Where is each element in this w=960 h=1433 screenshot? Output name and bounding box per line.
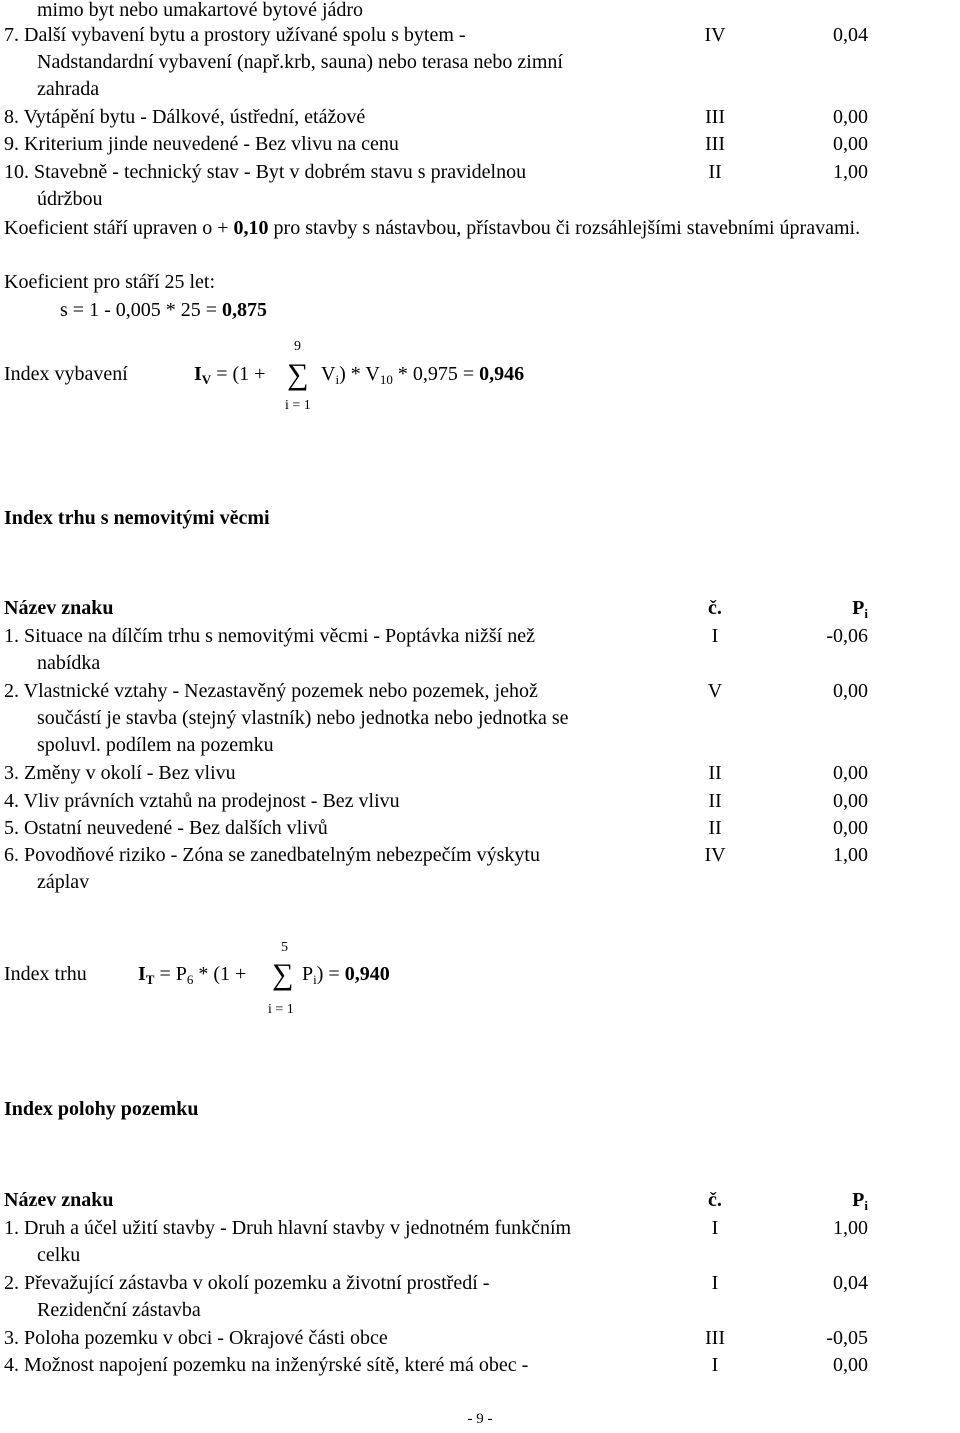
- row-class: II: [708, 161, 722, 183]
- row-text-line: 4. Vliv právních vztahů na prodejnost - Bez vlivu: [4, 790, 400, 812]
- row-text-line: Nadstandardní vybavení (např.krb, sauna) nebo terasa nebo zimní: [37, 51, 563, 73]
- age-coef-formula: s = 1 - 0,005 * 25 = 0,875: [60, 299, 268, 321]
- market-heading: Index trhu s nemovitými věcmi: [4, 507, 270, 529]
- row-text-line: nabídka: [37, 652, 101, 674]
- row-class: II: [708, 790, 722, 812]
- page-number: - 9 -: [467, 1411, 493, 1427]
- row-text-line: 2. Vlastnické vztahy - Nezastavěný pozemek nebo pozemek, jehož: [4, 680, 538, 702]
- row-value: 1,00: [833, 161, 868, 183]
- column-header-name: Název znaku: [4, 597, 114, 619]
- sigma-upper: 9: [294, 339, 301, 354]
- row-text-line: záplav: [37, 871, 90, 893]
- sigma-symbol: ∑: [272, 958, 294, 991]
- row-text-line: 3. Změny v okolí - Bez vlivu: [4, 762, 236, 784]
- row-text-line: celku: [37, 1244, 81, 1266]
- sigma-lower: i = 1: [285, 398, 311, 413]
- index-trhu-label: Index trhu: [4, 963, 87, 985]
- row-value: 0,00: [833, 133, 868, 155]
- column-header-p: $P_i$: [852, 1189, 868, 1213]
- row-value: 0,04: [833, 24, 868, 46]
- row-text-line: 1. Druh a účel užití stavby - Druh hlavní stavby v jednotném funkčním: [4, 1217, 572, 1239]
- index-trhu-result: 0,940: [344, 963, 390, 985]
- top-fragment: mimo byt nebo umakartové bytové jádro: [37, 0, 364, 21]
- row-class: IV: [704, 24, 726, 46]
- sigma-upper: 5: [281, 940, 288, 955]
- row-class: I: [711, 625, 719, 647]
- row-text-line: spoluvl. podílem na pozemku: [37, 734, 274, 756]
- row-text-line: 5. Ostatní neuvedené - Bez dalších vlivů: [4, 817, 328, 839]
- row-text-line: 1. Situace na dílčím trhu s nemovitými věcmi - Poptávka nižší než: [4, 625, 535, 647]
- row-value: 0,00: [833, 790, 868, 812]
- row-text-line: zahrada: [37, 78, 100, 100]
- index-vybaveni-result: 0,946: [479, 363, 525, 385]
- row-text-line: Rezidenční zástavba: [37, 1299, 201, 1321]
- age-coef-result: 0,875: [222, 299, 268, 321]
- row-text-line: 10. Stavebně - technický stav - Byt v dobrém stavu s pravidelnou: [4, 161, 527, 183]
- row-class: I: [711, 1272, 719, 1294]
- row-text-line: součástí je stavba (stejný vlastník) nebo jednotka nebo jednotka se: [37, 707, 569, 729]
- row-value: 0,04: [833, 1272, 868, 1294]
- row-value: -0,05: [826, 1327, 868, 1349]
- row-value: 1,00: [833, 1217, 868, 1239]
- row-class: IV: [704, 844, 726, 866]
- age-coef-label: Koeficient pro stáří 25 let:: [4, 271, 216, 293]
- row-class: III: [705, 106, 725, 128]
- index-trhu-expression: $I_T = P_6 * (1$ +: [138, 963, 247, 987]
- column-header-no: č.: [708, 597, 722, 619]
- index-vybaveni-expression-rest: $V_i) * V_{10} * 0,975 = 0,946$: [321, 363, 525, 387]
- row-text-line: 9. Kriterium jinde neuvedené - Bez vlivu na cenu: [4, 133, 399, 155]
- row-value: 0,00: [833, 817, 868, 839]
- column-header-p: $P_i$: [852, 597, 868, 621]
- column-header-name: Název znaku: [4, 1189, 114, 1211]
- index-vybaveni-label: Index vybavení: [4, 363, 128, 385]
- row-value: 0,00: [833, 106, 868, 128]
- location-heading: Index polohy pozemku: [4, 1098, 199, 1120]
- row-text-line: 8. Vytápění bytu - Dálkové, ústřední, etážové: [4, 106, 366, 128]
- row-value: -0,06: [826, 625, 868, 647]
- row-text-line: 7. Další vybavení bytu a prostory užívané spolu s bytem -: [4, 24, 466, 46]
- age-note-value: 0,10: [233, 217, 269, 239]
- sigma-symbol: ∑: [287, 358, 309, 391]
- row-value: 0,00: [833, 1354, 868, 1376]
- sigma-lower: i = 1: [268, 1002, 294, 1017]
- row-class: II: [708, 762, 722, 784]
- row-value: 0,00: [833, 762, 868, 784]
- row-class: II: [708, 817, 722, 839]
- index-vybaveni-expression: $I_V = (1$ +: [194, 363, 266, 387]
- row-value: 0,00: [833, 680, 868, 702]
- row-text-line: 4. Možnost napojení pozemku na inženýrské sítě, které má obec -: [4, 1354, 529, 1376]
- index-trhu-expression-rest: $P_i) = 0,940$: [302, 963, 390, 987]
- row-class: I: [711, 1217, 719, 1239]
- row-text-line: 6. Povodňové riziko - Zóna se zanedbatelným nebezpečím výskytu: [4, 844, 540, 866]
- row-class: V: [707, 680, 723, 702]
- row-text-line: údržbou: [37, 188, 103, 210]
- row-class: I: [711, 1354, 719, 1376]
- row-text-line: 2. Převažující zástavba v okolí pozemku a životní prostředí -: [4, 1272, 490, 1294]
- age-note: Koeficient stáří upraven o + 0,10 pro stavby s nástavbou, přístavbou či rozsáhlejšími stavebními úpravami.: [4, 217, 861, 239]
- column-header-no: č.: [708, 1189, 722, 1211]
- row-value: 1,00: [833, 844, 868, 866]
- row-class: III: [705, 1327, 725, 1349]
- row-class: III: [705, 133, 725, 155]
- row-text-line: 3. Poloha pozemku v obci - Okrajové části obce: [4, 1327, 388, 1349]
